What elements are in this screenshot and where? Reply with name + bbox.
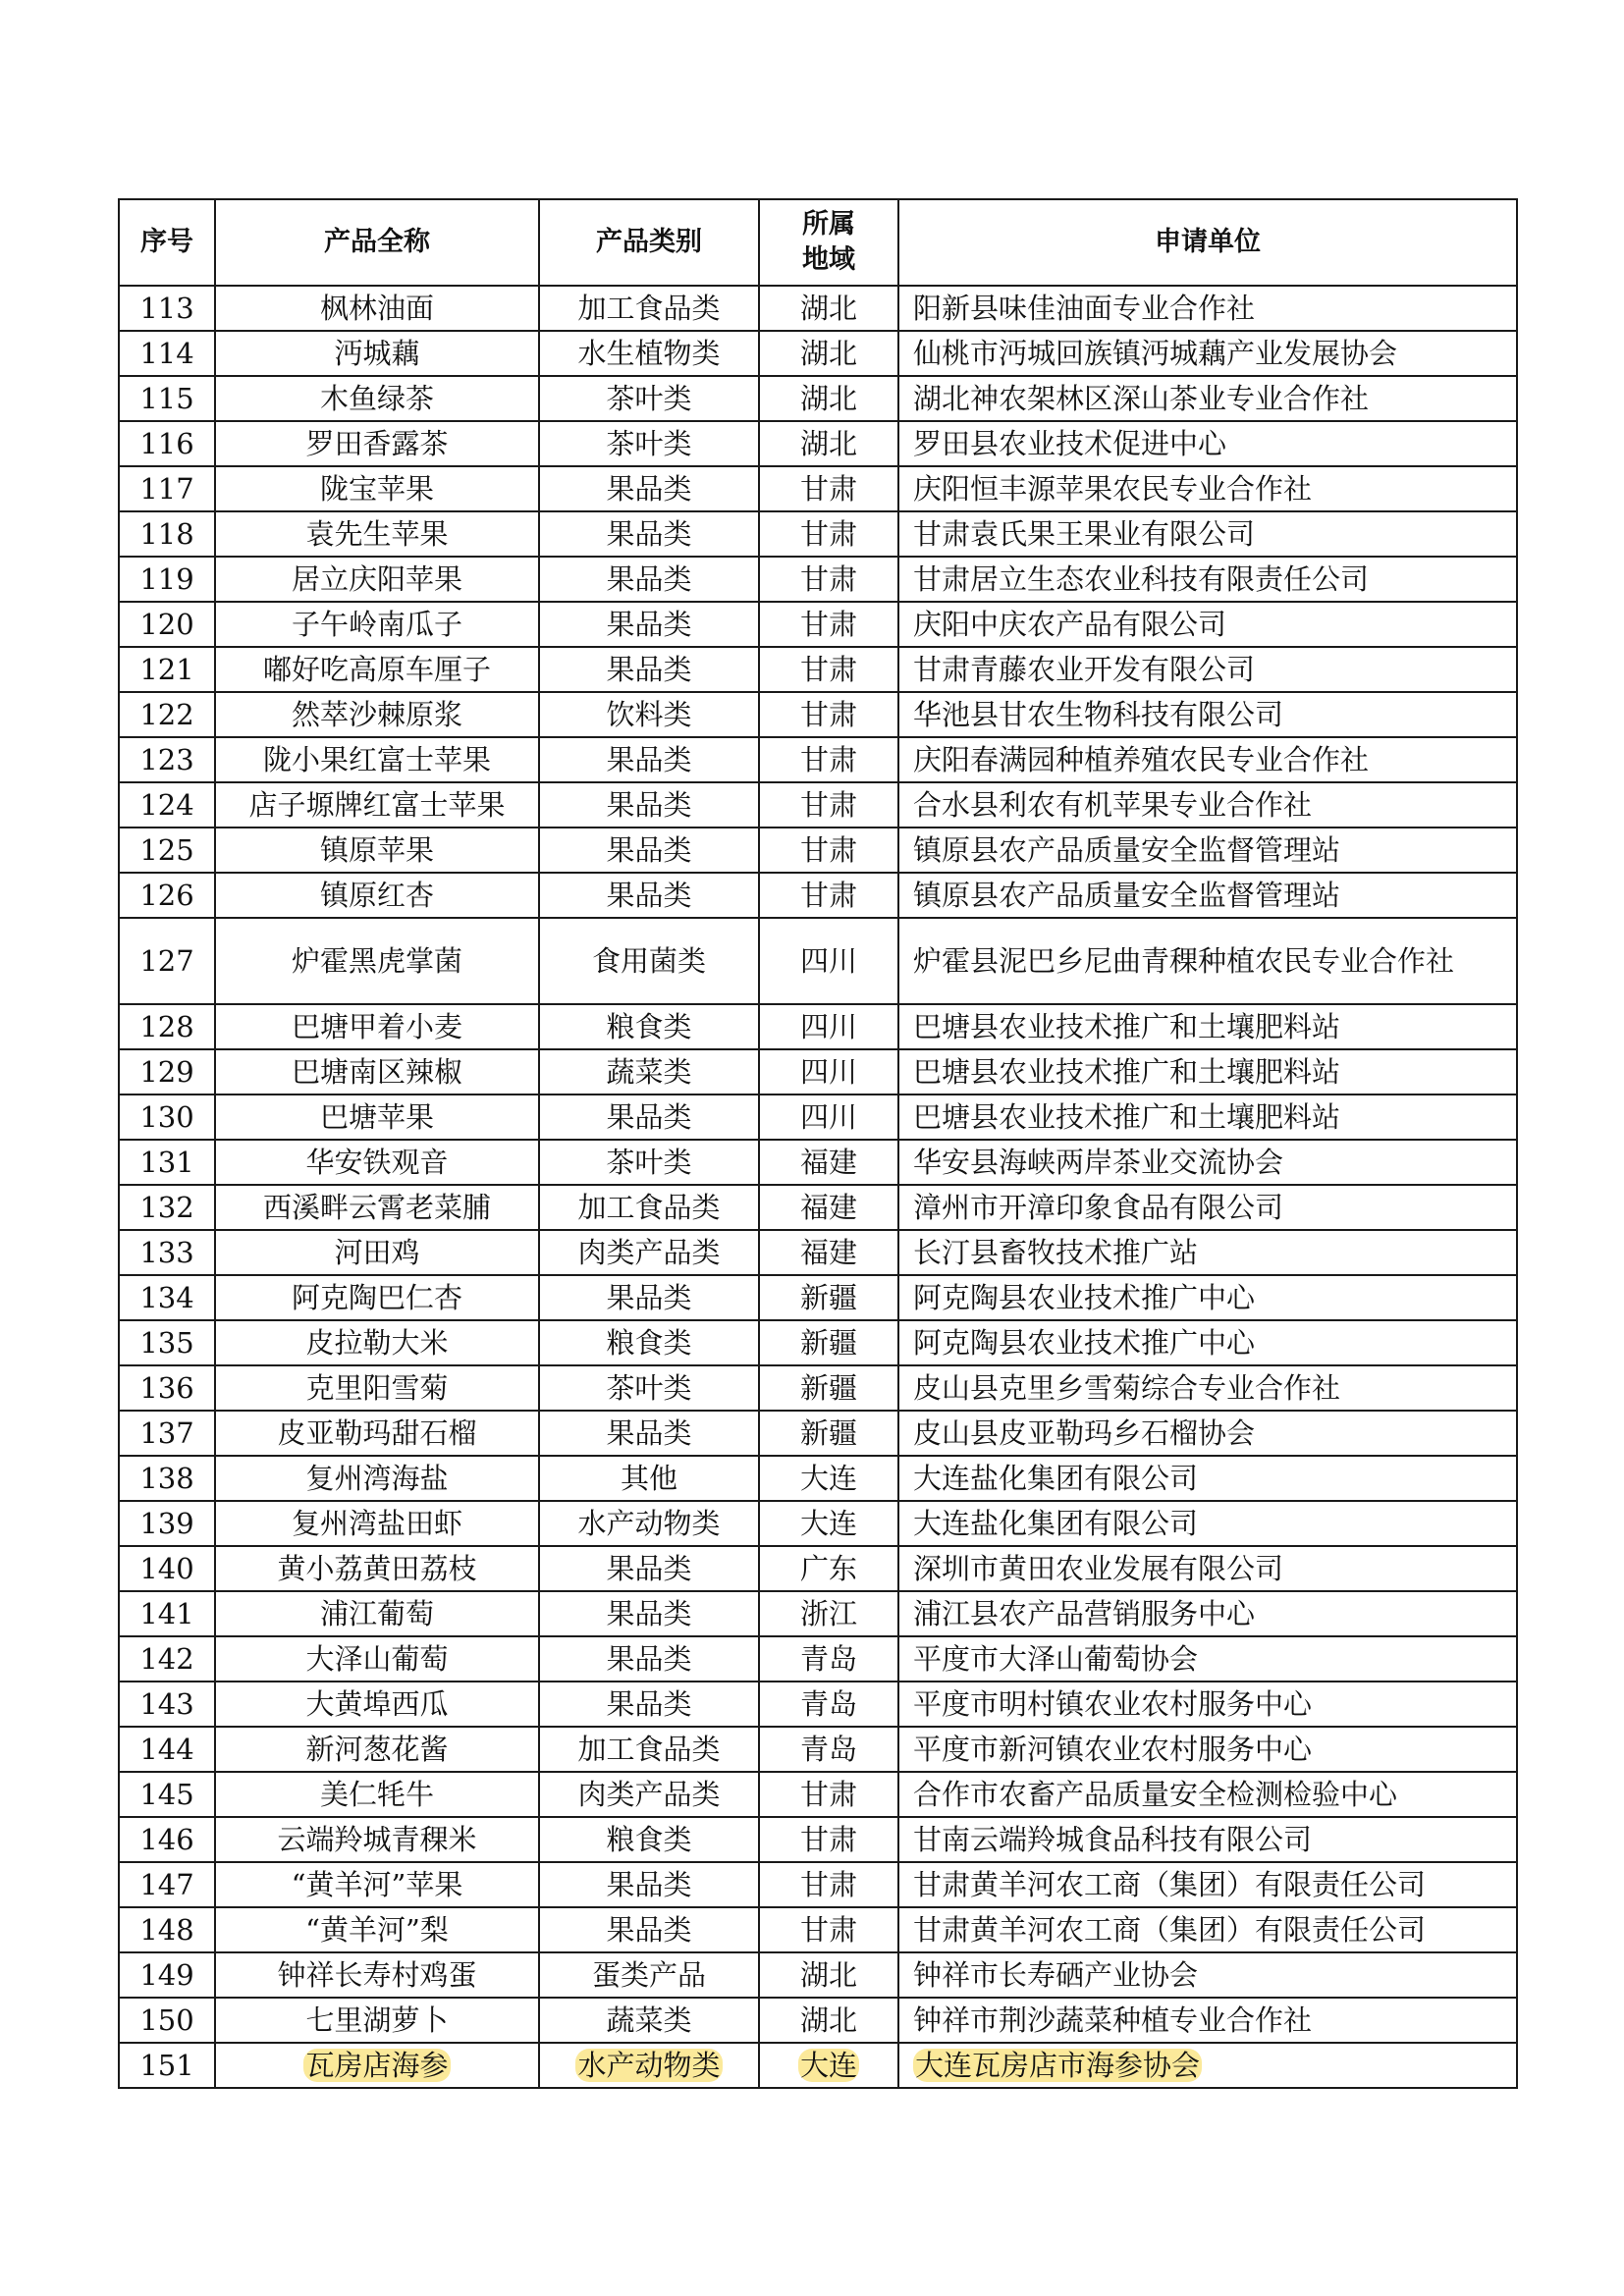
cell-applicant: 庆阳中庆农产品有限公司 [898,602,1517,647]
table-row [119,1682,1517,1727]
cell-applicant: 甘肃居立生态农业科技有限责任公司 [898,557,1517,602]
table-row [119,1501,1517,1546]
cell-region: 甘肃 [759,782,898,828]
table-row [119,1998,1517,2043]
table-row [119,918,1517,1004]
cell-category: 果品类 [539,1636,759,1682]
cell-category: 饮料类 [539,692,759,737]
cell-applicant: 湖北神农架林区深山茶业专业合作社 [898,376,1517,421]
cell-no: 125 [119,828,215,873]
cell-applicant: 阿克陶县农业技术推广中心 [898,1320,1517,1365]
cell-category: 果品类 [539,1095,759,1140]
cell-applicant: 华安县海峡两岸茶业交流协会 [898,1140,1517,1185]
cell-no: 124 [119,782,215,828]
cell-product-name: 河田鸡 [215,1230,539,1275]
cell-no: 116 [119,421,215,466]
cell-category: 茶叶类 [539,1140,759,1185]
cell-category: 果品类 [539,511,759,557]
cell-region: 大连 [759,1501,898,1546]
cell-region: 四川 [759,1095,898,1140]
cell-region: 新疆 [759,1365,898,1411]
header-region-line2: 地域 [802,244,855,275]
cell-no: 115 [119,376,215,421]
cell-product-name: 华安铁观音 [215,1140,539,1185]
cell-category: 粮食类 [539,1004,759,1049]
cell-applicant: 大连盐化集团有限公司 [898,1501,1517,1546]
table-row [119,1411,1517,1456]
highlighted-text: 水产动物类 [577,2049,721,2082]
header-applicant: 申请单位 [898,199,1517,286]
cell-applicant: 长汀县畜牧技术推广站 [898,1230,1517,1275]
table-row [119,1546,1517,1591]
cell-category: 加工食品类 [539,286,759,331]
table-row [119,1862,1517,1907]
cell-region: 甘肃 [759,873,898,918]
table-row [119,692,1517,737]
cell-category: 肉类产品类 [539,1772,759,1817]
cell-product-name: 嘟好吃高原车厘子 [215,647,539,692]
cell-no: 136 [119,1365,215,1411]
cell-region: 甘肃 [759,737,898,782]
cell-product-name: 木鱼绿茶 [215,376,539,421]
table-row [119,1140,1517,1185]
cell-product-name: 新河葱花酱 [215,1727,539,1772]
cell-no: 129 [119,1049,215,1095]
cell-product-name: 炉霍黑虎掌菌 [215,918,539,1004]
table-row [119,873,1517,918]
cell-product-name: 复州湾海盐 [215,1456,539,1501]
cell-product-name: 皮拉勒大米 [215,1320,539,1365]
cell-no: 139 [119,1501,215,1546]
cell-no: 128 [119,1004,215,1049]
cell-category [539,2043,759,2088]
header-category: 产品类别 [539,199,759,286]
cell-no: 132 [119,1185,215,1230]
table-body [119,286,1517,2088]
cell-no: 123 [119,737,215,782]
cell-applicant: 庆阳恒丰源苹果农民专业合作社 [898,466,1517,511]
product-table [118,198,1518,2089]
cell-product-name: 七里湖萝卜 [215,1998,539,2043]
table-row [119,1230,1517,1275]
cell-region: 四川 [759,918,898,1004]
cell-product-name: 子午岭南瓜子 [215,602,539,647]
cell-applicant: 阿克陶县农业技术推广中心 [898,1275,1517,1320]
cell-region: 浙江 [759,1591,898,1636]
cell-product-name: 钟祥长寿村鸡蛋 [215,1952,539,1998]
cell-applicant: 炉霍县泥巴乡尼曲青稞种植农民专业合作社 [898,918,1517,1004]
cell-category: 蛋类产品 [539,1952,759,1998]
table-row [119,1004,1517,1049]
cell-no: 142 [119,1636,215,1682]
cell-applicant: 巴塘县农业技术推广和土壤肥料站 [898,1004,1517,1049]
cell-no: 150 [119,1998,215,2043]
table-row [119,1727,1517,1772]
table-row [119,1049,1517,1095]
table-row [119,376,1517,421]
cell-region [759,2043,898,2088]
cell-region: 甘肃 [759,828,898,873]
cell-category: 食用菌类 [539,918,759,1004]
cell-applicant: 钟祥市长寿硒产业协会 [898,1952,1517,1998]
cell-no: 126 [119,873,215,918]
header-no: 序号 [119,199,215,286]
cell-product-name: 袁先生苹果 [215,511,539,557]
table-row [119,1952,1517,1998]
cell-applicant: 深圳市黄田农业发展有限公司 [898,1546,1517,1591]
cell-no: 149 [119,1952,215,1998]
cell-applicant: 庆阳春满园种植养殖农民专业合作社 [898,737,1517,782]
table-row [119,1095,1517,1140]
cell-applicant: 平度市新河镇农业农村服务中心 [898,1727,1517,1772]
cell-category: 果品类 [539,1546,759,1591]
cell-applicant: 巴塘县农业技术推广和土壤肥料站 [898,1049,1517,1095]
cell-no: 133 [119,1230,215,1275]
cell-category: 果品类 [539,466,759,511]
cell-region: 新疆 [759,1320,898,1365]
cell-no: 151 [119,2043,215,2088]
cell-applicant [898,2043,1517,2088]
cell-region: 湖北 [759,376,898,421]
cell-product-name: 然萃沙棘原浆 [215,692,539,737]
table-row [119,1320,1517,1365]
table-row [119,2043,1517,2088]
cell-category: 果品类 [539,647,759,692]
cell-no: 147 [119,1862,215,1907]
cell-product-name: 美仁牦牛 [215,1772,539,1817]
cell-product-name: 大黄埠西瓜 [215,1682,539,1727]
cell-product-name [215,2043,539,2088]
cell-no: 118 [119,511,215,557]
cell-no: 138 [119,1456,215,1501]
table-row [119,782,1517,828]
cell-region: 甘肃 [759,511,898,557]
table-row [119,1907,1517,1952]
cell-no: 114 [119,331,215,376]
table-row [119,602,1517,647]
cell-category: 果品类 [539,1411,759,1456]
cell-region: 甘肃 [759,557,898,602]
cell-applicant: 甘肃袁氏果王果业有限公司 [898,511,1517,557]
cell-applicant: 镇原县农产品质量安全监督管理站 [898,873,1517,918]
cell-applicant: 阳新县味佳油面专业合作社 [898,286,1517,331]
cell-applicant: 甘肃黄羊河农工商（集团）有限责任公司 [898,1907,1517,1952]
cell-product-name: 浦江葡萄 [215,1591,539,1636]
cell-region: 大连 [759,1456,898,1501]
cell-applicant: 合水县利农有机苹果专业合作社 [898,782,1517,828]
cell-region: 甘肃 [759,466,898,511]
cell-category: 果品类 [539,873,759,918]
header-region-line1: 所属 [802,209,855,240]
cell-category: 茶叶类 [539,421,759,466]
cell-region: 福建 [759,1230,898,1275]
cell-product-name: 镇原苹果 [215,828,539,873]
cell-no: 130 [119,1095,215,1140]
highlighted-text: 瓦房店海参 [305,2049,449,2082]
cell-category: 蔬菜类 [539,1998,759,2043]
cell-region: 湖北 [759,421,898,466]
table-row [119,1275,1517,1320]
cell-region: 四川 [759,1004,898,1049]
cell-region: 湖北 [759,1952,898,1998]
cell-applicant: 浦江县农产品营销服务中心 [898,1591,1517,1636]
cell-region: 甘肃 [759,1817,898,1862]
cell-region: 甘肃 [759,1772,898,1817]
cell-category: 水产动物类 [539,1501,759,1546]
cell-applicant: 甘南云端羚城食品科技有限公司 [898,1817,1517,1862]
cell-category: 果品类 [539,1862,759,1907]
cell-product-name: 沔城藕 [215,331,539,376]
table-row [119,1817,1517,1862]
cell-product-name: “黄羊河”苹果 [215,1862,539,1907]
highlighted-text: 大连瓦房店市海参协会 [915,2049,1201,2082]
table-header [119,199,1517,286]
cell-product-name: 陇小果红富士苹果 [215,737,539,782]
cell-product-name: 复州湾盐田虾 [215,1501,539,1546]
cell-no: 127 [119,918,215,1004]
cell-no: 144 [119,1727,215,1772]
cell-no: 148 [119,1907,215,1952]
cell-category: 粮食类 [539,1320,759,1365]
cell-category: 蔬菜类 [539,1049,759,1095]
table-row [119,466,1517,511]
cell-applicant: 平度市大泽山葡萄协会 [898,1636,1517,1682]
cell-product-name: 枫林油面 [215,286,539,331]
cell-applicant: 镇原县农产品质量安全监督管理站 [898,828,1517,873]
cell-product-name: 大泽山葡萄 [215,1636,539,1682]
cell-product-name: 克里阳雪菊 [215,1365,539,1411]
cell-category: 水生植物类 [539,331,759,376]
cell-region: 四川 [759,1049,898,1095]
cell-category: 其他 [539,1456,759,1501]
cell-no: 120 [119,602,215,647]
cell-no: 119 [119,557,215,602]
cell-applicant: 仙桃市沔城回族镇沔城藕产业发展协会 [898,331,1517,376]
cell-region: 青岛 [759,1682,898,1727]
table-row [119,1591,1517,1636]
cell-product-name: “黄羊河”梨 [215,1907,539,1952]
cell-no: 140 [119,1546,215,1591]
cell-product-name: 云端羚城青稞米 [215,1817,539,1862]
cell-no: 113 [119,286,215,331]
cell-category: 果品类 [539,602,759,647]
cell-region: 青岛 [759,1636,898,1682]
table-row [119,421,1517,466]
cell-region: 甘肃 [759,692,898,737]
table-row [119,511,1517,557]
cell-applicant: 罗田县农业技术促进中心 [898,421,1517,466]
cell-category: 果品类 [539,828,759,873]
cell-applicant: 皮山县克里乡雪菊综合专业合作社 [898,1365,1517,1411]
cell-product-name: 陇宝苹果 [215,466,539,511]
cell-product-name: 巴塘苹果 [215,1095,539,1140]
cell-region: 青岛 [759,1727,898,1772]
cell-no: 117 [119,466,215,511]
cell-region: 新疆 [759,1411,898,1456]
cell-product-name: 西溪畔云霄老菜脯 [215,1185,539,1230]
table-row [119,557,1517,602]
cell-no: 137 [119,1411,215,1456]
cell-applicant: 甘肃青藤农业开发有限公司 [898,647,1517,692]
cell-product-name: 罗田香露茶 [215,421,539,466]
cell-product-name: 巴塘南区辣椒 [215,1049,539,1095]
header-region [759,199,898,286]
cell-category: 果品类 [539,737,759,782]
cell-no: 135 [119,1320,215,1365]
cell-region: 福建 [759,1185,898,1230]
cell-region: 湖北 [759,286,898,331]
cell-no: 131 [119,1140,215,1185]
cell-applicant: 合作市农畜产品质量安全检测检验中心 [898,1772,1517,1817]
cell-no: 146 [119,1817,215,1862]
cell-applicant: 皮山县皮亚勒玛乡石榴协会 [898,1411,1517,1456]
cell-applicant: 平度市明村镇农业农村服务中心 [898,1682,1517,1727]
cell-category: 加工食品类 [539,1727,759,1772]
cell-no: 143 [119,1682,215,1727]
cell-region: 甘肃 [759,1907,898,1952]
table-row [119,647,1517,692]
header-row [119,199,1517,286]
cell-category: 果品类 [539,557,759,602]
cell-category: 加工食品类 [539,1185,759,1230]
cell-no: 121 [119,647,215,692]
cell-region: 甘肃 [759,1862,898,1907]
cell-product-name: 镇原红杏 [215,873,539,918]
cell-category: 果品类 [539,1275,759,1320]
table-row [119,737,1517,782]
cell-category: 果品类 [539,1682,759,1727]
table-row [119,1456,1517,1501]
cell-product-name: 居立庆阳苹果 [215,557,539,602]
table-row [119,1185,1517,1230]
cell-region: 甘肃 [759,647,898,692]
cell-category: 粮食类 [539,1817,759,1862]
cell-category: 果品类 [539,782,759,828]
cell-category: 茶叶类 [539,1365,759,1411]
cell-applicant: 巴塘县农业技术推广和土壤肥料站 [898,1095,1517,1140]
cell-applicant: 甘肃黄羊河农工商（集团）有限责任公司 [898,1862,1517,1907]
cell-no: 134 [119,1275,215,1320]
cell-category: 果品类 [539,1591,759,1636]
cell-applicant: 华池县甘农生物科技有限公司 [898,692,1517,737]
cell-region: 甘肃 [759,602,898,647]
table-row [119,1636,1517,1682]
cell-product-name: 店子塬牌红富士苹果 [215,782,539,828]
cell-no: 122 [119,692,215,737]
cell-product-name: 阿克陶巴仁杏 [215,1275,539,1320]
table-row [119,1772,1517,1817]
cell-region: 新疆 [759,1275,898,1320]
table-row [119,331,1517,376]
cell-region: 福建 [759,1140,898,1185]
table-row [119,1365,1517,1411]
cell-category: 茶叶类 [539,376,759,421]
cell-region: 湖北 [759,1998,898,2043]
table-row [119,286,1517,331]
cell-no: 141 [119,1591,215,1636]
highlighted-text: 大连 [799,2049,857,2082]
cell-no: 145 [119,1772,215,1817]
cell-product-name: 皮亚勒玛甜石榴 [215,1411,539,1456]
cell-applicant: 漳州市开漳印象食品有限公司 [898,1185,1517,1230]
cell-product-name: 黄小荔黄田荔枝 [215,1546,539,1591]
table-row [119,828,1517,873]
cell-region: 湖北 [759,331,898,376]
header-name: 产品全称 [215,199,539,286]
cell-applicant: 大连盐化集团有限公司 [898,1456,1517,1501]
cell-category: 肉类产品类 [539,1230,759,1275]
cell-applicant: 钟祥市荆沙蔬菜种植专业合作社 [898,1998,1517,2043]
cell-region: 广东 [759,1546,898,1591]
cell-category: 果品类 [539,1907,759,1952]
cell-product-name: 巴塘甲着小麦 [215,1004,539,1049]
